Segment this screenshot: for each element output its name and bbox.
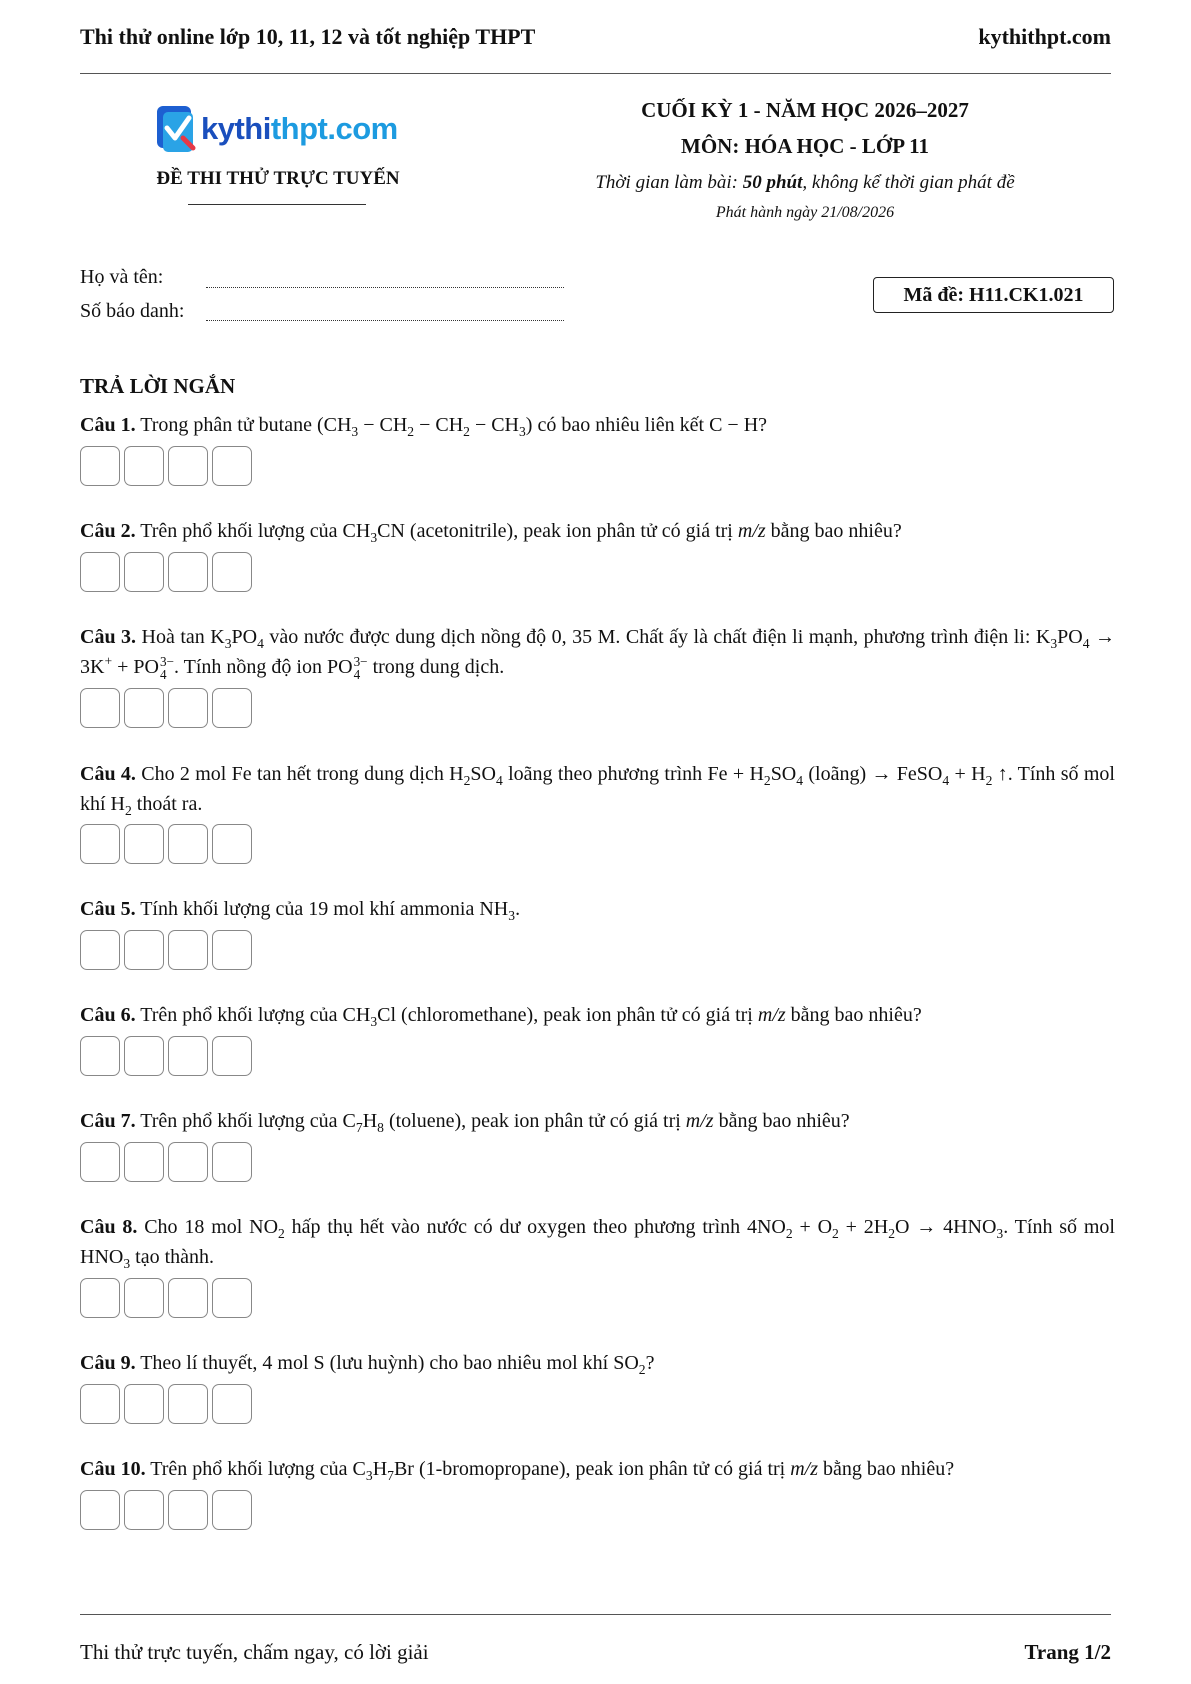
answer-box[interactable] — [168, 552, 208, 592]
exam-title: CUỐI KỲ 1 - NĂM HỌC 2026–2027 — [641, 98, 969, 122]
answer-box[interactable] — [212, 1142, 252, 1182]
answer-box[interactable] — [168, 688, 208, 728]
question-5: Câu 5. Tính khối lượng của 19 mol khí ammonia $NH_3$. — [80, 898, 521, 923]
question-8: Câu 8. Cho 18 mol $NO_2$ hấp thụ hết vào nước có dư oxygen theo phương trình $4NO_2 + O_2 + 2H_2O \to 4HNO_3$. Tính số mol $HNO_3$ tạo thành. — [80, 1216, 1115, 1271]
site-tagline: Thi thử online lớp 10, 11, 12 và tốt nghiệp THPT — [80, 24, 536, 49]
question-6: Câu 6. Trên phổ khối lượng của $CH_3Cl$ (chloromethane), peak ion phân tử có giá trị m/z bằng bao nhiêu? — [80, 1004, 922, 1029]
answer-box[interactable] — [80, 1036, 120, 1076]
name-label: Họ và tên: — [80, 266, 164, 288]
time-limit: Thời gian làm bài: 50 phút, không kể thời gian phát đề — [595, 172, 1015, 193]
logo-wordmark: kythithpt.com — [201, 111, 398, 146]
answer-box[interactable] — [80, 1278, 120, 1318]
answer-box[interactable] — [124, 1490, 164, 1530]
answer-box[interactable] — [80, 688, 120, 728]
answer-box[interactable] — [80, 1384, 120, 1424]
answer-box[interactable] — [124, 446, 164, 486]
answer-boxes-8[interactable] — [80, 1278, 252, 1318]
answer-box[interactable] — [212, 1278, 252, 1318]
answer-box[interactable] — [212, 552, 252, 592]
answer-box[interactable] — [168, 824, 208, 864]
answer-boxes-3[interactable] — [80, 688, 252, 728]
answer-box[interactable] — [168, 446, 208, 486]
answer-box[interactable] — [212, 446, 252, 486]
page-footer — [80, 1640, 1111, 1665]
page-number: Trang 1/2 — [1024, 1640, 1111, 1664]
question-1: Câu 1. Trong phân tử butane $(CH_3 - CH_2 - CH_2 - CH_3)$ có bao nhiêu liên kết C − H? — [80, 414, 768, 439]
footer-divider — [80, 1614, 1111, 1615]
answer-box[interactable] — [168, 1384, 208, 1424]
answer-box[interactable] — [168, 1142, 208, 1182]
answer-box[interactable] — [124, 1036, 164, 1076]
release-date: Phát hành ngày 21/08/2026 — [715, 204, 895, 221]
answer-box[interactable] — [212, 930, 252, 970]
question-3: Câu 3. Hoà $\tan K_3PO_4$ vào nước được dung dịch nồng độ 0, 35 M. Chất ấy là chất điện li mạnh, phương trình điện li: $K_3PO_4 \to 3K^+$ + PO 3− 4 . Tính nồng độ ion PO 3− 4 trong dung dịch. — [80, 626, 1115, 683]
subject-title: MÔN: HÓA HỌC - LỚP 11 — [681, 134, 929, 158]
answer-box[interactable] — [212, 688, 252, 728]
answer-boxes-5[interactable] — [80, 930, 252, 970]
site-domain[interactable]: kythithpt.com — [978, 24, 1111, 49]
top-header — [80, 20, 1111, 54]
answer-box[interactable] — [80, 824, 120, 864]
answer-box[interactable] — [212, 1384, 252, 1424]
answer-box[interactable] — [212, 1490, 252, 1530]
subtitle-underline — [188, 204, 366, 205]
answer-boxes-4[interactable] — [80, 824, 252, 864]
site-logo — [153, 103, 403, 155]
answer-box[interactable] — [80, 930, 120, 970]
name-field[interactable] — [80, 266, 163, 289]
answer-box[interactable] — [124, 1278, 164, 1318]
answer-box[interactable] — [80, 1142, 120, 1182]
question-7: Câu 7. Trên phổ khối lượng của $C_7H_8$ (toluene), peak ion phân tử có giá trị m/z bằng bao nhiêu? — [80, 1110, 850, 1135]
exam-type-label: ĐỀ THI THỬ TRỰC TUYẾN — [156, 168, 400, 189]
answer-box[interactable] — [80, 552, 120, 592]
answer-boxes-1[interactable] — [80, 446, 252, 486]
answer-box[interactable] — [212, 1036, 252, 1076]
section-title: TRẢ LỜI NGẮN — [80, 374, 236, 398]
answer-boxes-9[interactable] — [80, 1384, 252, 1424]
answer-box[interactable] — [124, 824, 164, 864]
answer-box[interactable] — [80, 446, 120, 486]
answer-boxes-2[interactable] — [80, 552, 252, 592]
answer-box[interactable] — [124, 1142, 164, 1182]
answer-box[interactable] — [124, 688, 164, 728]
question-9: Câu 9. Theo lí thuyết, 4 mol S (lưu huỳnh) cho bao nhiêu mol khí $SO_2$? — [80, 1352, 655, 1377]
answer-box[interactable] — [212, 824, 252, 864]
answer-box[interactable] — [124, 1384, 164, 1424]
name-dotted-line[interactable] — [206, 271, 564, 288]
answer-box[interactable] — [168, 1278, 208, 1318]
exam-code-box: Mã đề: H11.CK1.021 — [873, 277, 1114, 313]
id-label: Số báo danh: — [80, 300, 185, 322]
id-dotted-line[interactable] — [206, 304, 564, 321]
answer-box[interactable] — [124, 552, 164, 592]
answer-box[interactable] — [168, 1036, 208, 1076]
answer-boxes-10[interactable] — [80, 1490, 252, 1530]
answer-box[interactable] — [168, 930, 208, 970]
logo-icon — [153, 104, 199, 154]
answer-box[interactable] — [168, 1490, 208, 1530]
question-4: Câu 4. Cho 2 mol Fe tan hết trong dung dịch $H_2SO_4$ loãng theo phương trình $Fe + H_2SO_4$ (loãng) → FeSO$_4$ + $H_2$ ↑. Tính số mol khí $H_2$ thoát ra. — [80, 763, 1115, 818]
answer-boxes-7[interactable] — [80, 1142, 252, 1182]
id-field[interactable] — [80, 300, 184, 323]
question-10: Câu 10. Trên phổ khối lượng của $C_3H_7Br$ (1-bromopropane), peak ion phân tử có giá trị m/z bằng bao nhiêu? — [80, 1458, 955, 1483]
answer-box[interactable] — [124, 930, 164, 970]
footer-tagline: Thi thử trực tuyến, chấm ngay, có lời giải — [80, 1640, 429, 1664]
question-2: Câu 2. Trên phổ khối lượng của $CH_3CN$ (acetonitrile), peak ion phân tử có giá trị m/z bằng bao nhiêu? — [80, 520, 902, 545]
answer-box[interactable] — [80, 1490, 120, 1530]
top-divider — [80, 73, 1111, 74]
answer-boxes-6[interactable] — [80, 1036, 252, 1076]
